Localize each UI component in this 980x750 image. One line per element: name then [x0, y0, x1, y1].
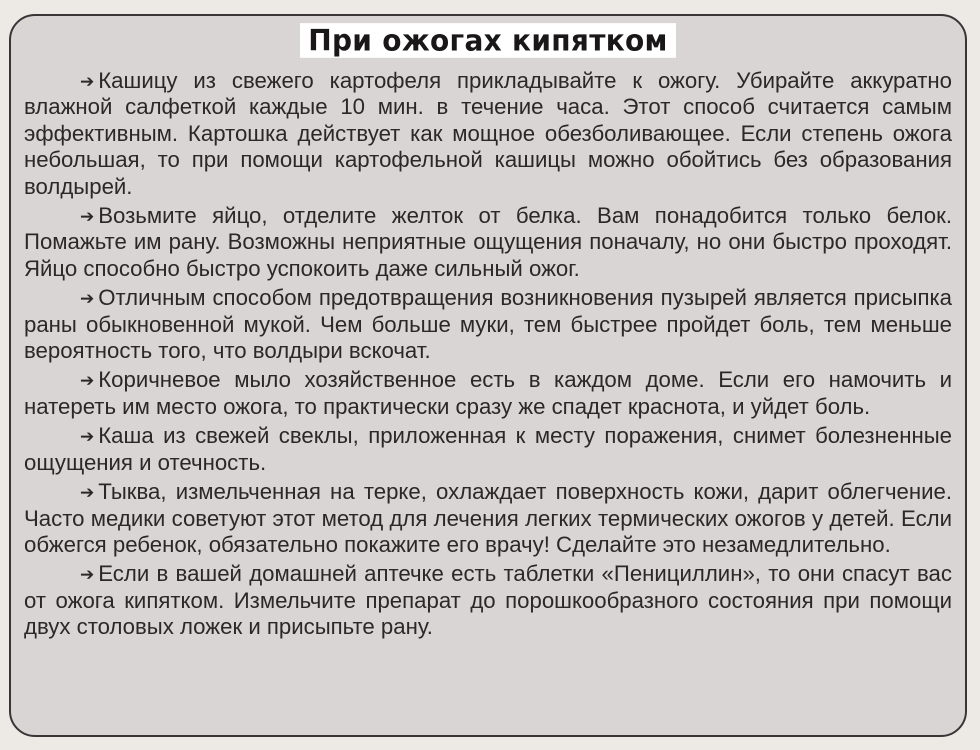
- paragraph-egg: [24, 203, 952, 282]
- article-title-text: При ожогах кипятком: [300, 23, 676, 58]
- article-title: [11, 23, 965, 59]
- paragraph-text: Коричневое мыло хозяйственное есть в каждом доме. Если его намочить и натереть им место ожога, то практически сразу же спадет краснота, и уйдет боль.: [24, 367, 952, 419]
- paragraph-flour: [24, 285, 952, 364]
- article-box: [9, 14, 967, 737]
- arrow-right-icon: ➔: [80, 289, 95, 309]
- paragraph-soap: [24, 367, 952, 420]
- arrow-right-icon: ➔: [80, 427, 95, 447]
- paragraph-penicillin: [24, 561, 952, 640]
- paragraph-text: Тыква, измельченная на терке, охлаждает поверхность кожи, дарит облегчение. Часто медики советуют этот метод для лечения легких термических ожогов у детей. Если обжегся ребенок, обязательно покажите его врачу! Сделайте это незамедлительно.: [24, 479, 952, 557]
- arrow-right-icon: ➔: [80, 207, 95, 227]
- arrow-right-icon: ➔: [80, 72, 95, 91]
- paragraph-text: Кашицу из свежего картофеля прикладывайте к ожогу. Убирайте аккуратно влажной салфеткой каждые 10 мин. в течение часа. Этот способ считается самым эффективным. Картошка действует как мощное обезболивающее. Если степень ожога небольшая, то при помощи картофельной кашицы можно обойтись без образования волдырей.: [24, 68, 952, 199]
- arrow-right-icon: ➔: [80, 483, 95, 503]
- paragraph-text: Отличным способом предотвращения возникновения пузырей является присыпка раны обыкновенной мукой. Чем больше муки, тем быстрее пройдет боль, тем меньше вероятность того, что волдыри вскочат.: [24, 285, 952, 364]
- paragraph-text: Возьмите яйцо, отделите желток от белка. Вам понадобится только белок. Помажьте им рану. Возможны неприятные ощущения поначалу, но они быстро проходят. Яйцо способно быстро успокоить даже сильный ожог.: [24, 203, 952, 281]
- paragraph-pumpkin: [24, 479, 952, 558]
- paragraph-beet: [24, 423, 952, 476]
- paragraph-text: Если в вашей домашней аптечке есть таблетки «Пенициллин», то они спасут вас от ожога кипятком. Измельчите препарат до порошкообразного состояния при помощи двух столовых ложек и присыпьте рану.: [24, 561, 952, 640]
- article-body: [24, 68, 952, 644]
- paragraph-text: Каша из свежей свеклы, приложенная к месту поражения, снимет болезненные ощущения и отечность.: [24, 423, 952, 475]
- arrow-right-icon: ➔: [80, 565, 95, 585]
- arrow-right-icon: ➔: [80, 371, 95, 391]
- paragraph-potato: [24, 68, 952, 200]
